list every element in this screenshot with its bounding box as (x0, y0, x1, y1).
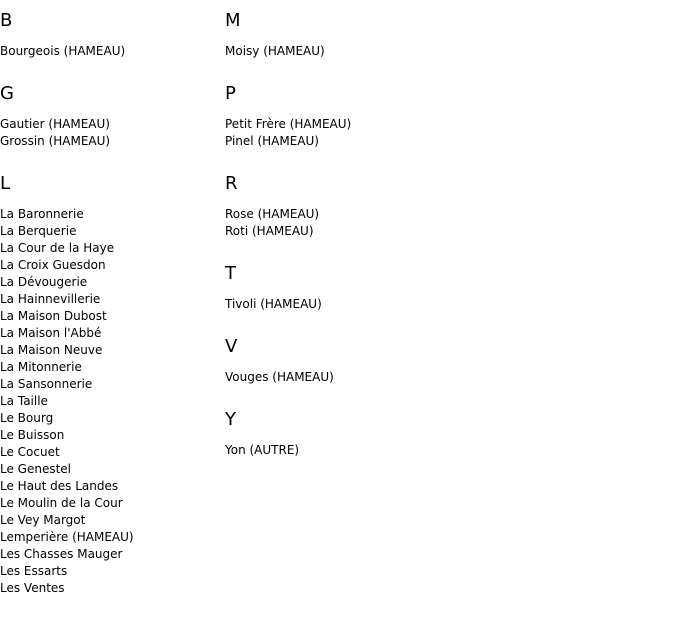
place-item[interactable]: Yon (AUTRE) (225, 443, 300, 457)
section-letter: L (0, 173, 11, 194)
place-item[interactable]: Moisy (HAMEAU) (225, 44, 325, 58)
section-letter: B (0, 10, 13, 31)
place-item[interactable]: La Maison Dubost (0, 309, 107, 323)
place-item[interactable]: Le Buisson (0, 428, 65, 442)
place-list (0, 206, 220, 597)
place-item[interactable]: Tivoli (HAMEAU) (225, 297, 322, 311)
letter-section-m (225, 10, 525, 60)
place-item[interactable]: Le Haut des Landes (0, 479, 119, 493)
place-item[interactable]: Les Essarts (0, 564, 68, 578)
place-list (0, 116, 220, 150)
section-letter: T (225, 263, 236, 284)
letter-section-l (0, 173, 220, 597)
place-item[interactable]: La Berquerie (0, 224, 77, 238)
letter-section-t (225, 263, 525, 313)
letter-section-y (225, 409, 525, 459)
place-item[interactable]: La Maison l'Abbé (0, 326, 102, 340)
place-item[interactable]: Lemperière (HAMEAU) (0, 530, 134, 544)
place-item[interactable]: Le Bourg (0, 411, 54, 425)
place-list (225, 206, 525, 240)
place-item[interactable]: Le Cocuet (0, 445, 60, 459)
place-list (225, 442, 525, 459)
place-item[interactable]: Bourgeois (HAMEAU) (0, 44, 126, 58)
place-item[interactable]: Grossin (HAMEAU) (0, 134, 111, 148)
place-item[interactable]: La Hainnevillerie (0, 292, 101, 306)
place-item[interactable]: Vouges (HAMEAU) (225, 370, 334, 384)
place-item[interactable]: Le Genestel (0, 462, 72, 476)
place-item[interactable]: Petit Frère (HAMEAU) (225, 117, 352, 131)
place-item[interactable]: Roti (HAMEAU) (225, 224, 314, 238)
letter-section-g (0, 83, 220, 150)
place-item[interactable]: La Maison Neuve (0, 343, 103, 357)
left-column (0, 10, 220, 620)
letter-section-b (0, 10, 220, 60)
place-item[interactable]: La Baronnerie (0, 207, 84, 221)
place-item[interactable]: La Sansonnerie (0, 377, 93, 391)
section-letter: R (225, 173, 238, 194)
place-item[interactable]: Le Moulin de la Cour (0, 496, 123, 510)
place-item[interactable]: La Mitonnerie (0, 360, 82, 374)
place-item[interactable]: La Dévougerie (0, 275, 88, 289)
place-list (225, 43, 525, 60)
section-letter: G (0, 83, 14, 104)
place-item[interactable]: Les Chasses Mauger (0, 547, 123, 561)
letter-section-p (225, 83, 525, 150)
right-column (225, 10, 525, 482)
place-item[interactable]: La Cour de la Haye (0, 241, 115, 255)
letter-section-r (225, 173, 525, 240)
place-item[interactable]: La Taille (0, 394, 48, 408)
section-letter: P (225, 83, 236, 104)
place-list (225, 369, 525, 386)
place-item[interactable]: Gautier (HAMEAU) (0, 117, 110, 131)
section-letter: V (225, 336, 238, 357)
place-list (0, 43, 220, 60)
place-list (225, 116, 525, 150)
section-letter: Y (225, 409, 236, 430)
section-letter: M (225, 10, 241, 31)
place-item[interactable]: La Croix Guesdon (0, 258, 106, 272)
place-item[interactable]: Pinel (HAMEAU) (225, 134, 319, 148)
place-item[interactable]: Le Vey Margot (0, 513, 86, 527)
letter-section-v (225, 336, 525, 386)
place-item[interactable]: Les Ventes (0, 581, 65, 595)
place-list (225, 296, 525, 313)
place-item[interactable]: Rose (HAMEAU) (225, 207, 320, 221)
